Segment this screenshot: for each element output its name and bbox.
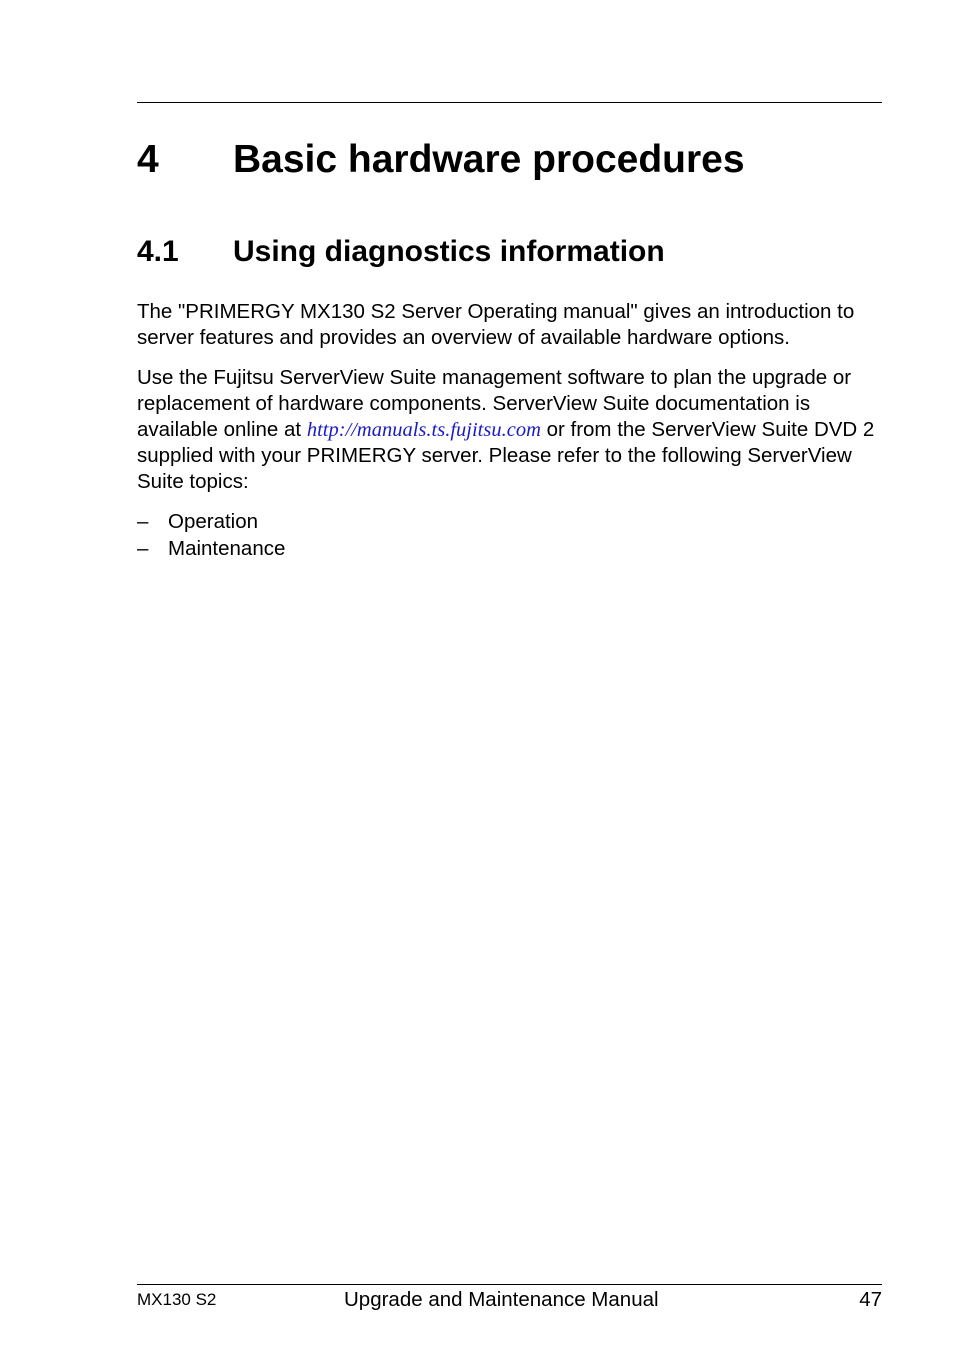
section-title: Using diagnostics information: [233, 235, 665, 268]
list-item-label: Operation: [168, 510, 259, 533]
paragraph-text-after-link: or from the ServerView Suite DVD 2 supplied with your PRIMERGY server. Please refer to the following ServerView Suite topics:: [137, 418, 875, 493]
list-dash: –: [137, 510, 149, 533]
section-number: 4.1: [137, 235, 179, 268]
header-rule: [137, 102, 882, 103]
footer-rule: [137, 1284, 882, 1285]
chapter-number: 4: [137, 138, 159, 181]
topics-list: [137, 508, 285, 562]
footer-model: MX130 S2: [137, 1290, 217, 1309]
list-dash: –: [137, 537, 149, 560]
intro-paragraph: The "PRIMERGY MX130 S2 Server Operating manual" gives an introduction to server features and provides an overview of available hardware options.: [137, 300, 855, 349]
list-item: [137, 535, 285, 562]
chapter-title: Basic hardware procedures: [233, 138, 745, 181]
serverview-paragraph: [137, 365, 882, 495]
list-item: [137, 508, 285, 535]
list-item-label: Maintenance: [168, 537, 286, 560]
page-number: 47: [859, 1288, 882, 1311]
manuals-link[interactable]: http://manuals.ts.fujitsu.com: [306, 419, 541, 441]
footer-manual-title: Upgrade and Maintenance Manual: [344, 1288, 659, 1311]
paragraph-text-before-link: Use the Fujitsu ServerView Suite management software to plan the upgrade or replacement of hardware components. ServerView Suite documentation is available online at: [137, 366, 852, 441]
